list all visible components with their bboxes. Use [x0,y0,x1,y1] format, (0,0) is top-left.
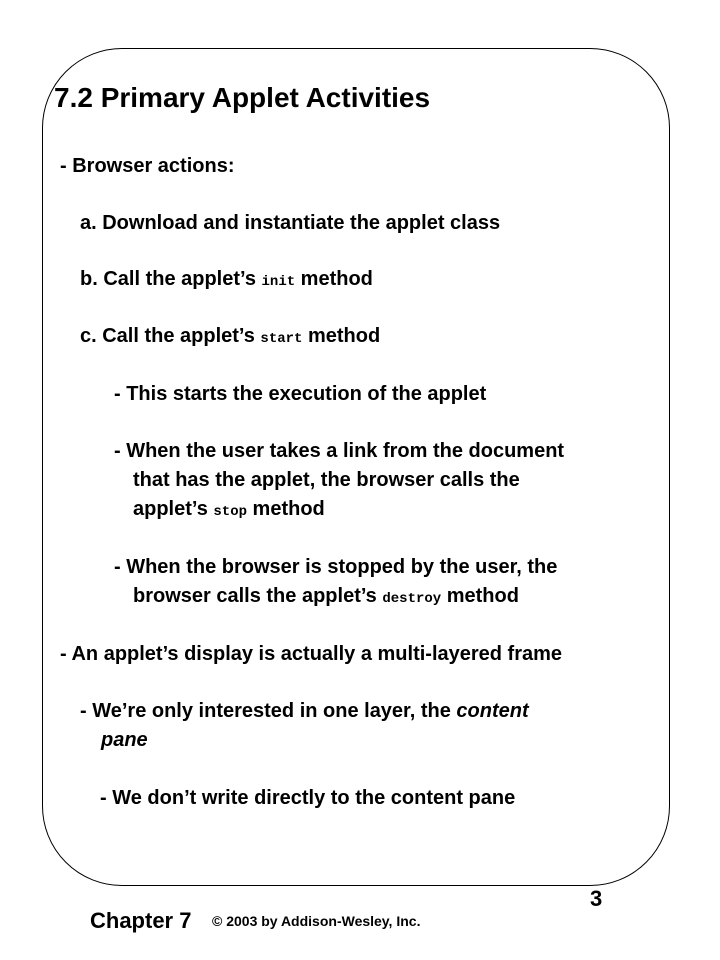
text-line: - When the browser is stopped by the user, the [114,556,558,578]
emphasis-pane: pane [101,729,148,751]
text-segment: b. Call the applet’s [80,268,262,290]
text-line: - An applet’s display is actually a multi-layered frame [60,643,563,665]
text-line [80,323,380,353]
text-line: a. Download and instantiate the applet class [80,212,501,234]
text-line: that has the applet, the browser calls the [133,469,520,491]
text-line [101,727,148,754]
text-line: - When the user takes a link from the document [114,440,565,462]
text-line: - This starts the execution of the applet [114,383,487,405]
text-line: - Browser actions: [60,155,235,177]
text-line [80,698,529,725]
page-number: 3 [590,886,603,911]
text-line [133,496,325,526]
text-segment: method [295,268,373,290]
text-line [133,583,519,613]
text-segment: - We’re only interested in one layer, the [80,700,457,722]
code-init: init [261,274,296,290]
footer-copyright: © 2003 by Addison-Wesley, Inc. [212,913,421,929]
emphasis-content: content [456,700,529,722]
text-segment: method [247,498,325,520]
text-segment: browser calls the applet’s [133,585,383,607]
text-line: - We don’t write directly to the content pane [100,787,516,809]
text-segment: c. Call the applet’s [80,325,261,347]
text-segment: method [302,325,381,347]
slide-title: 7.2 Primary Applet Activities [54,82,431,113]
code-stop: stop [213,504,247,520]
text-segment: method [441,585,519,607]
text-line [80,266,373,296]
code-destroy: destroy [382,591,442,607]
footer-chapter: Chapter 7 [90,908,192,933]
code-start: start [260,331,303,347]
text-segment: applet’s [133,498,214,520]
